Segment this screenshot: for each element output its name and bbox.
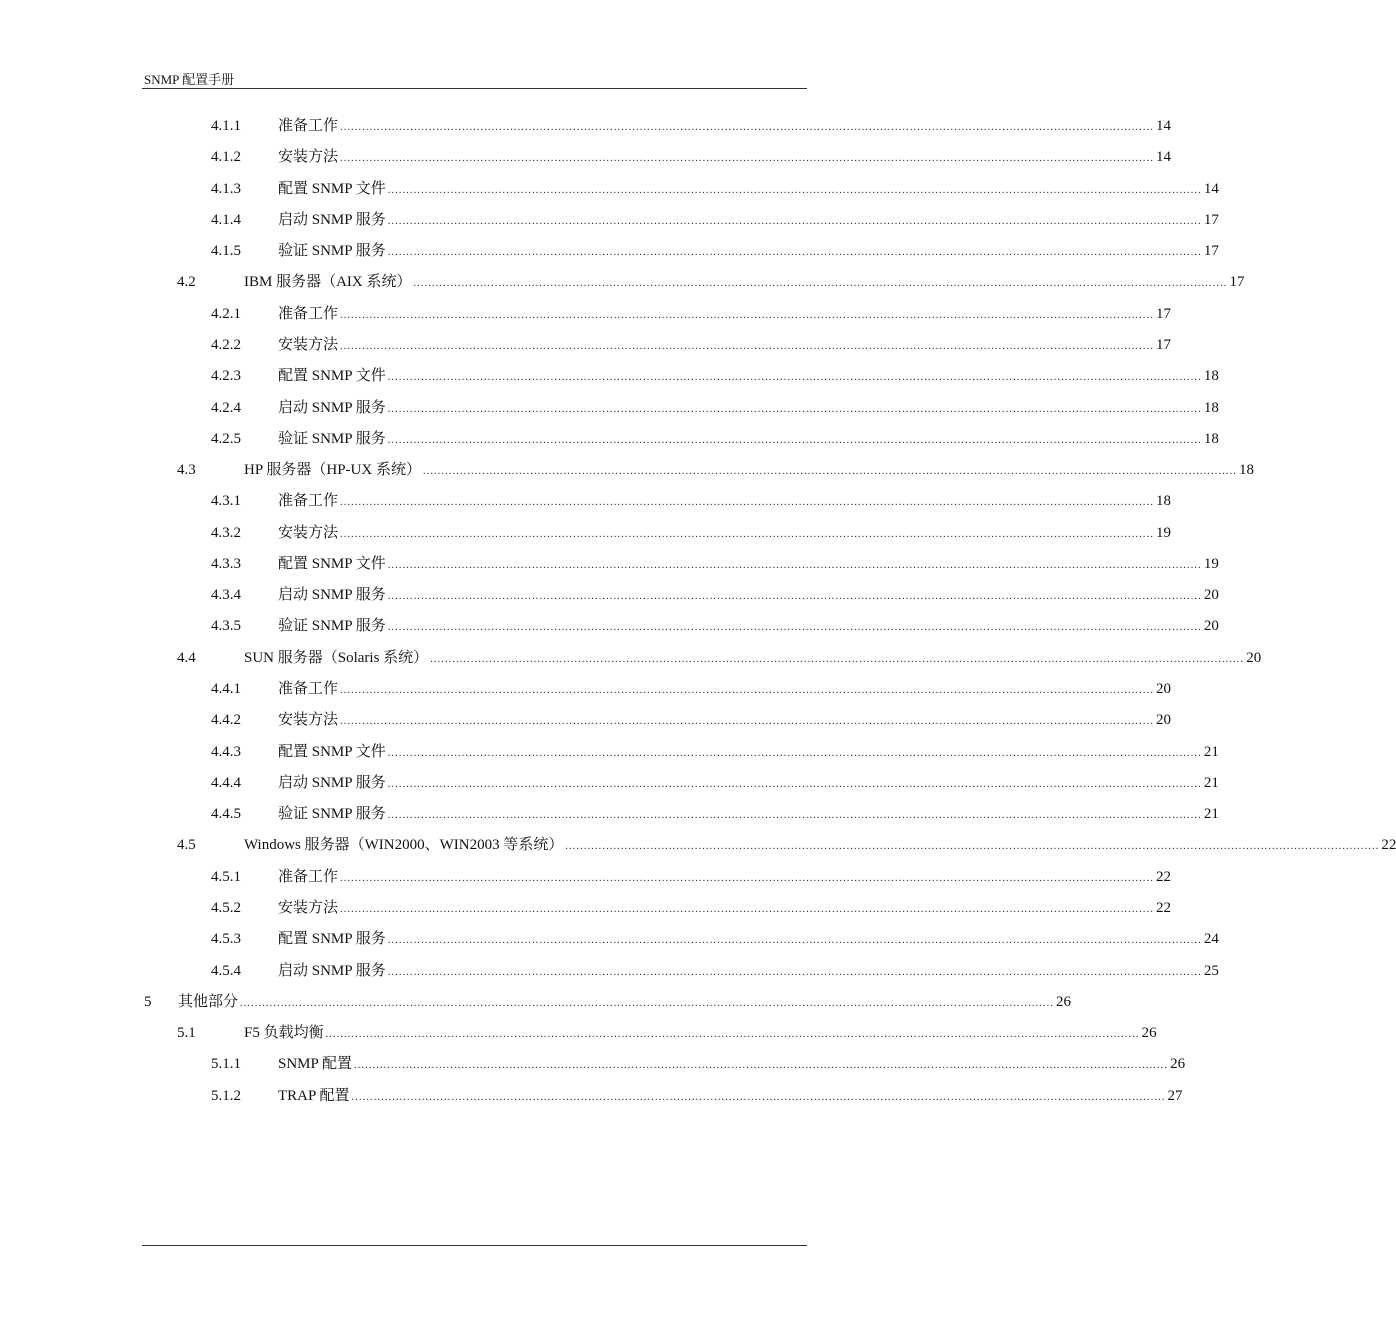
toc-entry-title: 验证 SNMP 服务: [278, 430, 386, 447]
toc-entry-number: 4.3.4: [211, 587, 241, 604]
toc-entry-number: 5.1.2: [211, 1087, 241, 1104]
toc-dot-leader: ............................................................................................................................................................................................................................: [387, 966, 1202, 978]
toc-entry[interactable]: [211, 241, 1219, 261]
toc-entry-page: 14: [1203, 180, 1219, 197]
toc-entry[interactable]: [211, 147, 1172, 167]
toc-entry-title: 启动 SNMP 服务: [278, 962, 386, 979]
toc-entry-number: 4.3.5: [211, 618, 241, 635]
toc-entry-page: 17: [1203, 211, 1219, 228]
toc-entry-title: 配置 SNMP 文件: [278, 368, 386, 385]
toc-entry-title: 安装方法: [278, 524, 339, 541]
toc-entry[interactable]: [211, 179, 1219, 199]
toc-entry-page: 21: [1203, 774, 1219, 791]
toc-dot-leader: ............................................................................................................................................................................................................................: [351, 1091, 1166, 1103]
toc-entry-title: 其他部分: [178, 993, 239, 1010]
toc-entry-page: 26: [1141, 1025, 1157, 1042]
toc-entry-page: 17: [1203, 243, 1219, 260]
toc-entry[interactable]: [211, 804, 1219, 824]
toc-dot-leader: ............................................................................................................................................................................................................................: [387, 559, 1202, 571]
toc-entry-title: 准备工作: [278, 681, 339, 698]
toc-entry[interactable]: [211, 710, 1172, 730]
toc-dot-leader: ............................................................................................................................................................................................................................: [354, 1060, 1169, 1072]
toc-entry-title: 启动 SNMP 服务: [278, 587, 386, 604]
toc-entry-page: 18: [1203, 430, 1219, 447]
toc-entry-number: 5: [144, 993, 152, 1010]
toc-entry-page: 17: [1229, 274, 1245, 291]
toc-entry-number: 4.5.2: [211, 900, 241, 916]
toc-entry[interactable]: [177, 460, 1254, 480]
toc-entry-page: 26: [1170, 1056, 1186, 1073]
toc-entry-page: 19: [1203, 555, 1219, 572]
toc-entry-page: 19: [1156, 524, 1172, 541]
toc-dot-leader: ............................................................................................................................................................................................................................: [340, 685, 1155, 697]
toc-entry-number: 4.5.1: [211, 868, 241, 885]
toc-entry[interactable]: [211, 210, 1219, 230]
toc-entry-number: 4.4.1: [211, 681, 241, 698]
toc-entry-page: 27: [1167, 1087, 1183, 1104]
toc-entry-page: 17: [1156, 336, 1172, 353]
toc-entry-title: 启动 SNMP 服务: [278, 211, 386, 228]
toc-entry[interactable]: [211, 742, 1219, 762]
toc-entry-number: 4.2.4: [211, 399, 241, 416]
toc-entry[interactable]: [211, 523, 1172, 543]
toc-dot-leader: ............................................................................................................................................................................................................................: [340, 872, 1155, 884]
toc-entry[interactable]: [211, 585, 1219, 605]
toc-entry[interactable]: [177, 835, 1396, 855]
toc-entry-page: 20: [1156, 712, 1172, 729]
toc-entry-number: 4.3.3: [211, 555, 241, 572]
toc-entry-number: 4.5: [177, 837, 196, 854]
toc-entry[interactable]: [211, 1086, 1183, 1106]
toc-dot-leader: ............................................................................................................................................................................................................................: [340, 340, 1155, 352]
toc-dot-leader: ............................................................................................................................................................................................................................: [340, 716, 1155, 728]
toc-entry-number: 4.3: [177, 462, 196, 479]
toc-dot-leader: ............................................................................................................................................................................................................................: [340, 309, 1155, 321]
toc-entry-page: 20: [1246, 649, 1262, 666]
toc-dot-leader: ............................................................................................................................................................................................................................: [340, 153, 1155, 165]
toc-dot-leader: ............................................................................................................................................................................................................................: [387, 434, 1202, 446]
toc-entry-page: 17: [1156, 305, 1172, 322]
toc-entry[interactable]: [211, 398, 1219, 418]
toc-entry-title: Windows 服务器（WIN2000、WIN2003 等系统）: [244, 837, 564, 854]
toc-entry-number: 4.5.4: [211, 962, 241, 979]
toc-dot-leader: ............................................................................................................................................................................................................................: [340, 497, 1155, 509]
footer-rule: [142, 1245, 807, 1246]
toc-entry-number: 4.4.3: [211, 743, 241, 760]
toc-entry[interactable]: [144, 992, 1072, 1012]
toc-dot-leader: ............................................................................................................................................................................................................................: [240, 997, 1055, 1009]
toc-entry-page: 20: [1203, 618, 1219, 635]
toc-entry[interactable]: [211, 366, 1219, 386]
toc-entry-number: 4.2.3: [211, 368, 241, 385]
toc-entry-page: 26: [1056, 993, 1072, 1010]
toc-entry-page: 21: [1203, 806, 1219, 823]
toc-dot-leader: ............................................................................................................................................................................................................................: [325, 1029, 1140, 1041]
toc-entry-page: 14: [1156, 118, 1172, 134]
toc-entry-number: 4.4.5: [211, 806, 241, 823]
toc-entry[interactable]: [211, 1054, 1186, 1074]
toc-dot-leader: ............................................................................................................................................................................................................................: [387, 622, 1202, 634]
toc-entry[interactable]: [211, 335, 1172, 355]
toc-entry[interactable]: [211, 116, 1172, 136]
toc-entry-number: 4.2: [177, 274, 196, 291]
toc-entry-page: 24: [1203, 931, 1219, 948]
toc-dot-leader: ............................................................................................................................................................................................................................: [340, 904, 1155, 915]
toc-dot-leader: ............................................................................................................................................................................................................................: [430, 653, 1245, 665]
toc-entry-title: 安装方法: [278, 336, 339, 353]
toc-entry-title: 准备工作: [278, 118, 339, 134]
toc-dot-leader: ............................................................................................................................................................................................................................: [387, 810, 1202, 822]
toc-entry-title: 验证 SNMP 服务: [278, 243, 386, 260]
toc-entry-number: 5.1.1: [211, 1056, 241, 1073]
toc-entry-page: 20: [1156, 681, 1172, 698]
toc-entry-page: 22: [1156, 900, 1172, 916]
toc-entry[interactable]: [211, 304, 1172, 324]
toc-entry-title: 配置 SNMP 文件: [278, 180, 386, 197]
toc-dot-leader: ............................................................................................................................................................................................................................: [340, 122, 1155, 133]
toc-entry-number: 4.3.2: [211, 524, 241, 541]
toc-entry-page: 20: [1203, 587, 1219, 604]
toc-dot-leader: ............................................................................................................................................................................................................................: [387, 747, 1202, 759]
toc-entry-title: 准备工作: [278, 493, 339, 510]
toc-entry-number: 4.3.1: [211, 493, 241, 510]
toc-entry[interactable]: [211, 554, 1219, 574]
toc-entry-number: 4.1.2: [211, 149, 241, 166]
toc-entry[interactable]: [211, 429, 1219, 449]
toc-entry-title: TRAP 配置: [278, 1087, 350, 1104]
toc-entry-number: 4.2.5: [211, 430, 241, 447]
toc-dot-leader: ............................................................................................................................................................................................................................: [340, 528, 1155, 540]
toc-entry[interactable]: [211, 898, 1172, 918]
toc-entry[interactable]: [211, 929, 1219, 949]
toc-dot-leader: ............................................................................................................................................................................................................................: [387, 591, 1202, 603]
toc-entry-title: 安装方法: [278, 149, 339, 166]
toc-entry-page: 25: [1203, 962, 1219, 979]
toc-dot-leader: ............................................................................................................................................................................................................................: [413, 278, 1228, 290]
toc-dot-leader: ............................................................................................................................................................................................................................: [387, 215, 1202, 227]
toc-entry-number: 4.5.3: [211, 931, 241, 948]
toc-entry-title: 准备工作: [278, 868, 339, 885]
toc-entry[interactable]: [211, 867, 1172, 887]
toc-dot-leader: ............................................................................................................................................................................................................................: [387, 778, 1202, 790]
toc-entry[interactable]: [211, 773, 1219, 793]
toc-entry-title: HP 服务器（HP-UX 系统）: [244, 462, 421, 479]
toc-dot-leader: ............................................................................................................................................................................................................................: [387, 935, 1202, 947]
toc-entry-number: 4.2.1: [211, 305, 241, 322]
toc-entry-title: IBM 服务器（AIX 系统）: [244, 274, 412, 291]
toc-entry-title: 配置 SNMP 文件: [278, 555, 386, 572]
toc-entry-number: 4.1.5: [211, 243, 241, 260]
toc-dot-leader: ............................................................................................................................................................................................................................: [422, 466, 1237, 478]
toc-entry-number: 4.2.2: [211, 336, 241, 353]
toc-entry-number: 4.4: [177, 649, 196, 666]
toc-entry-page: 14: [1156, 149, 1172, 166]
toc-entry-number: 5.1: [177, 1025, 196, 1042]
toc-entry-number: 4.4.4: [211, 774, 241, 791]
toc-entry-page: 18: [1203, 368, 1219, 385]
toc-entry-title: 验证 SNMP 服务: [278, 618, 386, 635]
toc-dot-leader: ............................................................................................................................................................................................................................: [387, 184, 1202, 196]
toc-dot-leader: ............................................................................................................................................................................................................................: [387, 403, 1202, 415]
toc-entry-page: 18: [1203, 399, 1219, 416]
toc-entry-title: 验证 SNMP 服务: [278, 806, 386, 823]
toc-entry[interactable]: [211, 961, 1219, 981]
toc-dot-leader: ............................................................................................................................................................................................................................: [387, 247, 1202, 259]
toc-entry-page: 22: [1156, 868, 1172, 885]
header-rule: [142, 88, 807, 89]
toc-entry-number: 4.1.3: [211, 180, 241, 197]
toc-entry-page: 18: [1238, 462, 1254, 479]
toc-entry-page: 22: [1381, 837, 1396, 854]
toc-entry-title: F5 负载均衡: [244, 1025, 324, 1042]
toc-entry-number: 4.1.1: [211, 118, 241, 134]
toc-entry-title: 安装方法: [278, 900, 339, 916]
toc-entry-page: 21: [1203, 743, 1219, 760]
toc-entry[interactable]: [211, 491, 1172, 511]
toc-entry-title: SUN 服务器（Solaris 系统）: [244, 649, 429, 666]
toc-entry-title: 启动 SNMP 服务: [278, 774, 386, 791]
toc-entry[interactable]: [211, 616, 1219, 636]
toc-entry-number: 4.1.4: [211, 211, 241, 228]
toc-entry[interactable]: [177, 1023, 1157, 1043]
toc-dot-leader: ............................................................................................................................................................................................................................: [565, 841, 1380, 853]
toc-entry-title: 启动 SNMP 服务: [278, 399, 386, 416]
toc-entry[interactable]: [177, 272, 1245, 292]
toc-entry-title: 准备工作: [278, 305, 339, 322]
toc-entry-title: 安装方法: [278, 712, 339, 729]
toc-entry[interactable]: [177, 648, 1262, 668]
toc-entry-number: 4.4.2: [211, 712, 241, 729]
toc-dot-leader: ............................................................................................................................................................................................................................: [387, 372, 1202, 384]
header-title: SNMP 配置手册: [144, 72, 235, 87]
toc-entry-title: 配置 SNMP 文件: [278, 743, 386, 760]
toc-entry-page: 18: [1156, 493, 1172, 510]
toc-entry-title: SNMP 配置: [278, 1056, 353, 1073]
toc-entry[interactable]: [211, 679, 1172, 699]
toc-entry-title: 配置 SNMP 服务: [278, 931, 386, 948]
